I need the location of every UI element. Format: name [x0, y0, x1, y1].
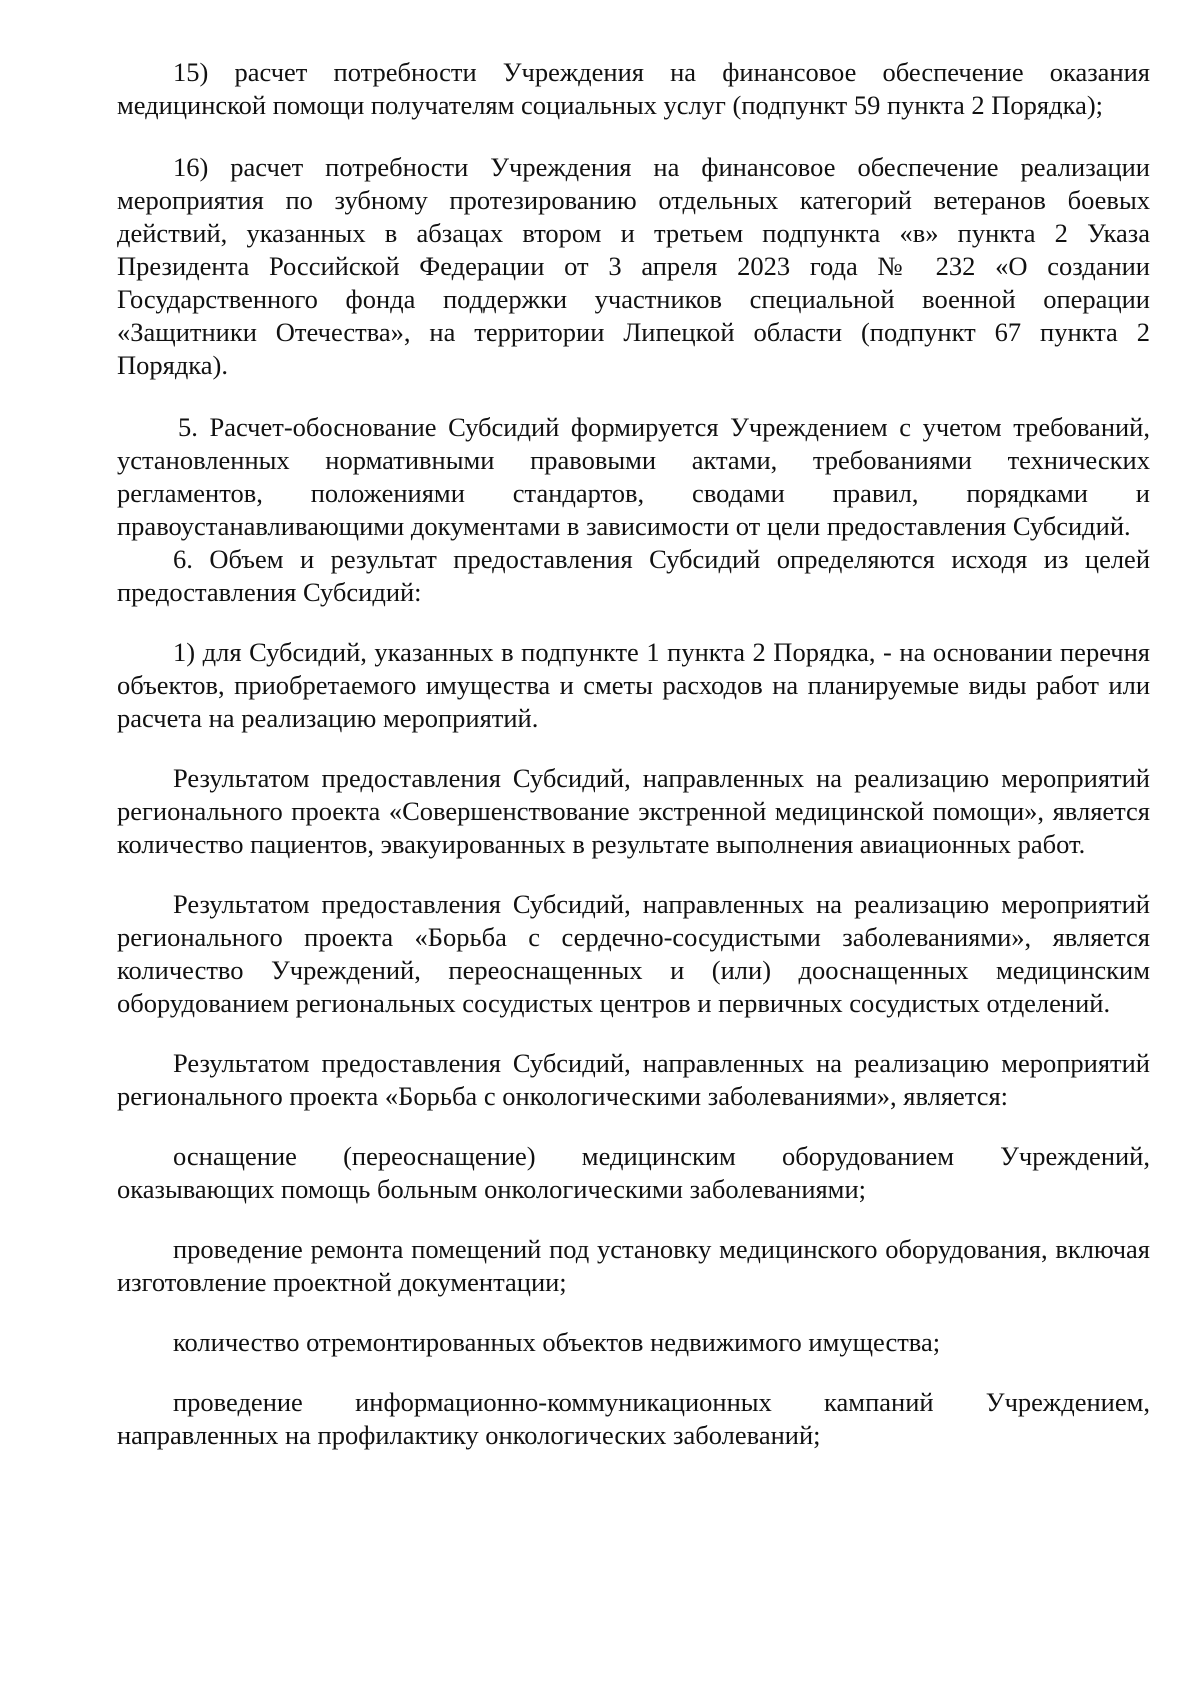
paragraph-information-campaigns: проведение информационно-коммуникационных кампаний Учреждением, направленных на профилактику онкологических заболеваний;	[117, 1387, 1150, 1450]
paragraph-subclause-1: 1) для Субсидий, указанных в подпункте 1 пункта 2 Порядка, - на основании перечня объектов, приобретаемого имущества и сметы расходов на планируемые виды работ или расчета на реализацию мероприятий.	[117, 637, 1150, 733]
paragraph-result-cardiovascular: Результатом предоставления Субсидий, направленных на реализацию мероприятий регионального проекта «Борьба с сердечно-сосудистыми заболеваниями», является количество Учреждений, переоснащенных и (или) дооснащенных медицинским оборудованием региональных сосудистых центров и первичных сосудистых отделений.	[117, 889, 1150, 1018]
paragraph-result-oncology: Результатом предоставления Субсидий, направленных на реализацию мероприятий регионального проекта «Борьба с онкологическими заболеваниями», является:	[117, 1048, 1150, 1111]
paragraph-oncology-equipment: оснащение (переоснащение) медицинским оборудованием Учреждений, оказывающих помощь больным онкологическими заболеваниями;	[117, 1141, 1150, 1204]
paragraph-clause-5: 5. Расчет-обоснование Субсидий формируется Учреждением с учетом требований, установленных нормативными правовыми актами, требованиями технических регламентов, положениями стандартов, сводами правил, порядками и правоустанавливающими документами в зависимости от цели предоставления Субсидий.	[117, 412, 1150, 541]
document-page	[117, 56, 1150, 1452]
paragraph-repaired-objects: количество отремонтированных объектов недвижимого имущества;	[173, 1327, 941, 1357]
paragraph-item-15: 15) расчет потребности Учреждения на финансовое обеспечение оказания медицинской помощи получателям социальных услуг (подпункт 59 пункта 2 Порядка);	[117, 57, 1150, 120]
paragraph-clause-6: 6. Объем и результат предоставления Субсидий определяются исходя из целей предоставления Субсидий:	[117, 544, 1150, 607]
paragraph-oncology-repair: проведение ремонта помещений под установку медицинского оборудования, включая изготовление проектной документации;	[117, 1234, 1150, 1297]
paragraph-result-emergency-care: Результатом предоставления Субсидий, направленных на реализацию мероприятий регионального проекта «Совершенствование экстренной медицинской помощи», является количество пациентов, эвакуированных в результате выполнения авиационных работ.	[117, 763, 1150, 859]
paragraph-item-16: 16) расчет потребности Учреждения на финансовое обеспечение реализации мероприятия по зубному протезированию отдельных категорий ветеранов боевых действий, указанных в абзацах втором и третьем подпункта «в» пункта 2 Указа Президента Российской Федерации от 3 апреля 2023 года № 232 «О создании Государственного фонда поддержки участников специальной военной операции «Защитники Отечества», на территории Липецкой области (подпункт 67 пункта 2 Порядка).	[117, 152, 1150, 380]
